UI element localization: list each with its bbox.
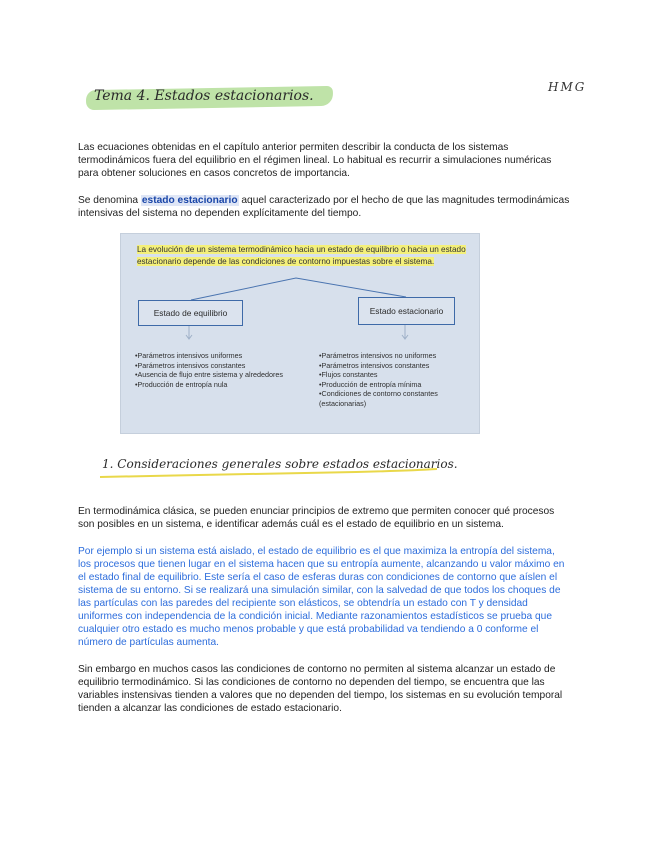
- highlighted-term: estado estacionario: [141, 195, 238, 206]
- list-item: •Producción de entropía nula: [135, 379, 228, 389]
- list-item: •Ausencia de flujo entre sistema y alrededores: [135, 370, 283, 380]
- underline-stroke: [100, 469, 437, 477]
- page-title: [86, 86, 333, 110]
- section-underline: [96, 455, 441, 485]
- definition-before: Se denomina: [78, 195, 141, 206]
- extremum-principles-paragraph: En termodinámica clásica, se pueden enunciar principios de extremo que permiten conocer qué procesos son posibles en un sistema, e identificar además cuál es el estado de equilibrio en un sistema.: [78, 506, 555, 530]
- boundary-conditions-paragraph: Sin embargo en muchos casos las condiciones de contorno no permiten al sistema alcanzar un estado de equilibrio termodinámico. Si las condiciones de contorno no dependen del tiempo, se encuentra que las variables instensivas tienden a valores que no dependen del tiempo, los sistemas en su evolución temporal tienden a alcanzar las condiciones de estado estacionario.: [78, 664, 563, 714]
- equilibrium-state-box: Estado de equilibrio: [138, 300, 243, 326]
- list-item: •Parámetros intensivos uniformes: [135, 351, 243, 360]
- definition-paragraph: [78, 194, 570, 220]
- diagram-heading-text: La evolución de un sistema termodinámico hacia un estado de equilibrio o hacia un estado estacionario depende de las condiciones de contorno impuestas sobre el sistema.: [137, 245, 466, 267]
- list-item: •Producción de entropía mínima: [319, 379, 422, 389]
- list-item: •Parámetros intensivos constantes: [319, 360, 430, 370]
- states-diagram: [120, 233, 480, 434]
- intro-paragraph: Las ecuaciones obtenidas en el capítulo anterior permiten describir la conducta de los sistemas termodinámicos fuera del equilibrio en el régimen lineal. Lo habitual es recurrir a simulaciones numéricas para obtener soluciones en casos concretos de importancia.: [78, 142, 552, 179]
- list-item: (estacionarias): [319, 398, 367, 408]
- author-initials: HMG: [548, 80, 587, 94]
- equilibrium-properties-list: [135, 351, 315, 389]
- list-item: •Parámetros intensivos no uniformes: [319, 351, 437, 360]
- page-title-text: Tema 4. Estados estacionarios.: [94, 88, 314, 104]
- section-heading: [96, 455, 458, 485]
- stationary-state-box: Estado estacionario: [358, 297, 455, 325]
- list-item: •Condiciones de contorno constantes: [319, 389, 438, 399]
- isolated-system-example: Por ejemplo si un sistema está aislado, el estado de equilibrio es el que maximiza la entropía del sistema, los procesos que tienen lugar en el sistema hacen que su entropía aumente, alcanzando u valor máximo en el estado final de equilibrio. Este sería el caso de esferas duras con condiciones de contorno que aíslen el sistema de su entorno. Si se realizará una simulación similar, con la salvedad de que todos los choques de las partículas con las paredes del recipiente son elásticos, se obtendría un estado con T y densidad uniformes con independencia de la condición inicial. Mediante razonamientos estadísticos se prueba que cualquier otro estado es mucho menos probable y que está probabilidad va tendiendo a 0 conforme el número de partículas aumenta.: [78, 546, 565, 648]
- section-title-text: 1. Consideraciones generales sobre estados estacionarios.: [102, 457, 458, 471]
- stationary-properties-list: [319, 351, 469, 409]
- list-item: •Flujos constantes: [319, 370, 378, 380]
- list-item: •Parámetros intensivos constantes: [135, 360, 246, 370]
- definition-after: aquel caracterizado por el hecho de que las magnitudes termodinámicas intensivas del sistema no dependen explícitamente del tiempo.: [78, 195, 570, 219]
